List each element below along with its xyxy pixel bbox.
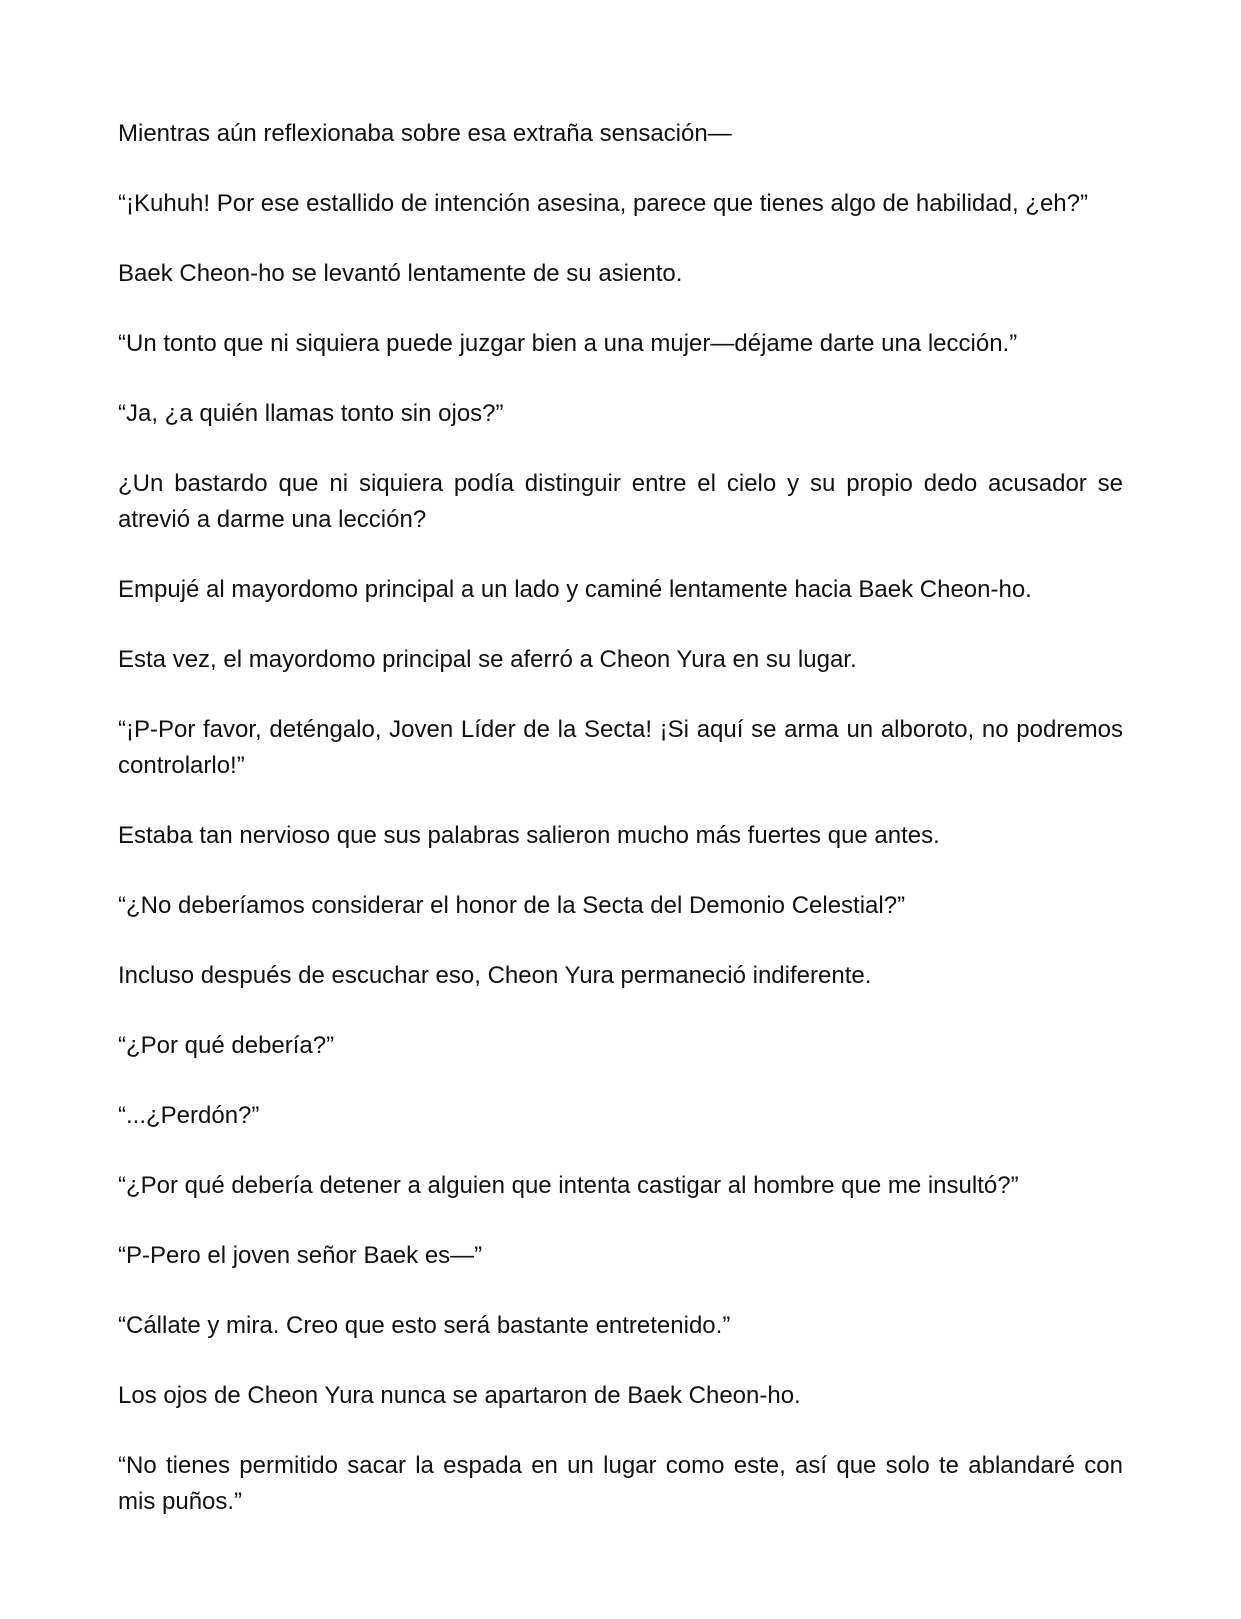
paragraph: Empujé al mayordomo principal a un lado y caminé lentamente hacia Baek Cheon-ho.: [118, 576, 1032, 603]
paragraph: “P-Pero el joven señor Baek es—”: [118, 1242, 483, 1269]
paragraph: Mientras aún reflexionaba sobre esa extraña sensación—: [118, 120, 732, 147]
paragraph: Esta vez, el mayordomo principal se aferró a Cheon Yura en su lugar.: [118, 646, 857, 673]
paragraph: ¿Un bastardo que ni siquiera podía distinguir entre el cielo y su propio dedo acusador se atrevió a darme una lección?: [118, 470, 1123, 533]
paragraph: “¡Kuhuh! Por ese estallido de intención asesina, parece que tienes algo de habilidad, ¿eh?”: [118, 190, 1088, 217]
paragraph: “Un tonto que ni siquiera puede juzgar bien a una mujer—déjame darte una lección.”: [118, 330, 1018, 357]
paragraph: “¿Por qué debería?”: [118, 1032, 335, 1059]
paragraph: Baek Cheon-ho se levantó lentamente de su asiento.: [118, 260, 683, 287]
paragraph: Los ojos de Cheon Yura nunca se apartaron de Baek Cheon-ho.: [118, 1382, 801, 1409]
paragraph: “No tienes permitido sacar la espada en un lugar como este, así que solo te ablandaré con mis puños.”: [118, 1452, 1123, 1515]
paragraph: “¡P-Por favor, deténgalo, Joven Líder de la Secta! ¡Si aquí se arma un alboroto, no podremos controlarlo!”: [118, 716, 1123, 779]
paragraph: “Cállate y mira. Creo que esto será bastante entretenido.”: [118, 1312, 731, 1339]
paragraph: “Ja, ¿a quién llamas tonto sin ojos?”: [118, 400, 504, 427]
paragraph: “¿Por qué debería detener a alguien que intenta castigar al hombre que me insultó?”: [118, 1172, 1019, 1199]
paragraph: Estaba tan nervioso que sus palabras salieron mucho más fuertes que antes.: [118, 822, 940, 849]
document-body: [118, 116, 1123, 1554]
paragraph: Incluso después de escuchar eso, Cheon Yura permaneció indiferente.: [118, 962, 872, 989]
paragraph: “...¿Perdón?”: [118, 1102, 260, 1129]
paragraph: “¿No deberíamos considerar el honor de la Secta del Demonio Celestial?”: [118, 892, 906, 919]
